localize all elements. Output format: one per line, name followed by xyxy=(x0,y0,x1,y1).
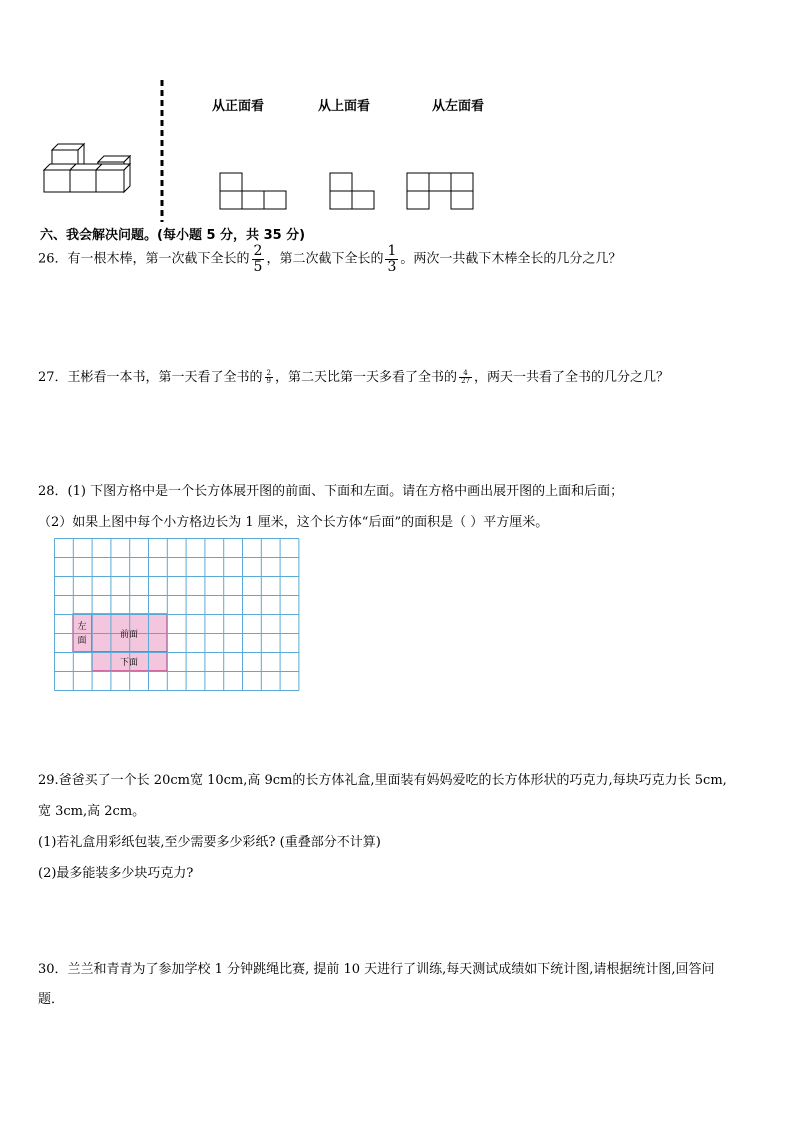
question-30-line-1: 30．兰兰和青青为了参加学校 1 分钟跳绳比赛, 提前 10 天进行了训练,每天测试成绩如下统计图,请根据统计图,回答问 xyxy=(38,962,715,977)
q26-fraction-1: $\frac{2}{5}$ xyxy=(253,243,263,275)
q27-fraction-2: $\frac{4}{27}$ xyxy=(461,368,470,385)
top-view-label: 从上面看 xyxy=(318,99,371,114)
question-27 xyxy=(38,366,669,385)
left-face-label-bottom: 面 xyxy=(77,636,87,646)
question-26 xyxy=(38,244,621,274)
q27-text-3: ，两天一共看了全书的几分之几？ xyxy=(473,370,669,385)
top-view-figure xyxy=(329,172,377,212)
question-28-line-2: （2）如果上图中每个小方格边长为 1 厘米，这个长方体“后面”的面积是（ ）平方厘米。 xyxy=(38,515,549,530)
question-28-line-1: 28．(1) 下图方格中是一个长方体展开图的前面、下面和左面。请在方格中画出展开图的上面和后面； xyxy=(38,484,624,499)
front-view-figure xyxy=(219,172,289,212)
q26-text-2: ，第二次截下全长的 xyxy=(266,251,384,267)
q26-fraction-2: $\frac{1}{3}$ xyxy=(387,243,397,275)
net-grid xyxy=(54,538,302,692)
q27-text-2: ，第二天比第一天多看了全书的 xyxy=(275,370,458,385)
left-face-label-top: 左 xyxy=(77,622,87,632)
question-29-line-2: 宽 3cm,高 2cm。 xyxy=(38,804,146,819)
q27-text-1: 27．王彬看一本书，第一天看了全书的 xyxy=(38,370,263,385)
front-view-label: 从正面看 xyxy=(212,99,265,114)
question-29-line-1: 29.爸爸买了一个长 20cm宽 10cm,高 9cm的长方体礼盒,里面装有妈妈爱吃的长方体形状的巧克力,每块巧克力长 5cm, xyxy=(38,773,727,788)
cube-stack-figure xyxy=(40,140,140,196)
left-view-figure xyxy=(406,172,476,212)
dashed-divider xyxy=(159,80,165,222)
q27-fraction-1: $\frac{2}{9}$ xyxy=(266,368,272,385)
question-30-line-2: 题． xyxy=(38,992,65,1007)
section-heading: 六、我会解决问题。(每小题 5 分，共 35 分) xyxy=(40,228,306,243)
q26-text-1: 26．有一根木棒，第一次截下全长的 xyxy=(38,251,250,267)
question-29-line-3: (1)若礼盒用彩纸包装,至少需要多少彩纸? (重叠部分不计算) xyxy=(38,835,381,850)
question-29-line-4: (2)最多能装多少块巧克力? xyxy=(38,866,194,881)
bottom-face-label: 下面 xyxy=(119,658,139,668)
left-view-label: 从左面看 xyxy=(432,99,485,114)
front-face-label: 前面 xyxy=(119,630,139,640)
q26-text-3: 。两次一共截下木棒全长的几分之几？ xyxy=(400,251,622,267)
